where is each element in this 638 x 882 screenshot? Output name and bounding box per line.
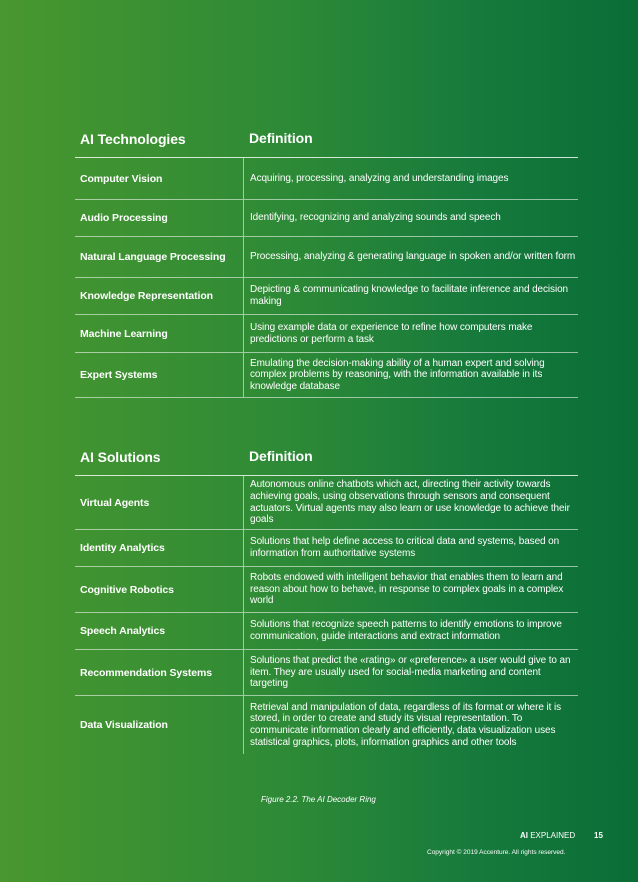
row-definition: Solutions that help define access to critical data and systems, based on information from authoritative systems [243, 530, 578, 566]
table-row [75, 696, 578, 754]
header-technologies: AI Technologies [80, 131, 186, 147]
row-term: Speech Analytics [80, 625, 165, 637]
table-header-row [75, 121, 578, 158]
row-term: Natural Language Processing [80, 251, 226, 263]
row-term: Data Visualization [80, 719, 168, 731]
table-row [75, 613, 578, 650]
header-definition: Definition [249, 130, 313, 147]
row-definition: Acquiring, processing, analyzing and understanding images [243, 158, 578, 199]
table-row [75, 200, 578, 237]
row-term: Knowledge Representation [80, 290, 213, 302]
table-row [75, 476, 578, 530]
header-definition: Definition [249, 448, 313, 465]
row-definition: Retrieval and manipulation of data, regardless of its format or where it is stored, in order to create and study its visual representation. To communicate information clearly and efficiently, data visualization uses statistical graphics, plots, information graphics and other tools [243, 696, 578, 754]
row-term: Identity Analytics [80, 542, 165, 554]
row-definition: Using example data or experience to refine how computers make predictions or perform a task [243, 315, 578, 352]
header-solutions: AI Solutions [80, 449, 161, 465]
copyright-notice: Copyright © 2019 Accenture. All rights reserved. [427, 849, 566, 856]
row-definition: Depicting & communicating knowledge to facilitate inference and decision making [243, 278, 578, 314]
footer-brand [520, 831, 575, 840]
table-row [75, 567, 578, 613]
row-definition: Autonomous online chatbots which act, directing their activity towards achieving goals, using observations through sensors and consequent actuators. Virtual agents may also learn or use knowledge to achieve their goals [243, 476, 578, 529]
ai-solutions-table [75, 439, 578, 754]
table-row [75, 237, 578, 278]
row-term: Audio Processing [80, 212, 168, 224]
figure-caption: Figure 2.2. The AI Decoder Ring [261, 795, 376, 804]
row-term: Machine Learning [80, 327, 168, 340]
table-row [75, 530, 578, 567]
table-row [75, 158, 578, 200]
row-term: Virtual Agents [80, 496, 150, 509]
row-definition: Processing, analyzing & generating language in spoken and/or written form [243, 237, 578, 277]
row-term: Computer Vision [80, 172, 163, 185]
row-definition: Robots endowed with intelligent behavior that enables them to learn and reason about how to behave, in response to complex goals in a complex world [243, 567, 578, 612]
table-header-row [75, 439, 578, 476]
row-definition: Emulating the decision-making ability of a human expert and solving complex problems by reasoning, with the information available in its knowledge database [243, 353, 578, 397]
footer-brand-rest: EXPLAINED [528, 831, 576, 840]
row-term: Expert Systems [80, 369, 158, 381]
row-term: Cognitive Robotics [80, 583, 174, 596]
page-number: 15 [594, 831, 603, 840]
table-row [75, 353, 578, 398]
row-definition: Solutions that predict the «rating» or «preference» a user would give to an item. They are usually used for social-media marketing and content targeting [243, 650, 578, 695]
row-definition: Identifying, recognizing and analyzing sounds and speech [243, 200, 578, 236]
footer-brand-bold: AI [520, 831, 528, 840]
row-term: Recommendation Systems [80, 666, 213, 679]
table-row [75, 278, 578, 315]
row-definition: Solutions that recognize speech patterns to identify emotions to improve communication, guide interactions and extract information [243, 613, 578, 649]
table-row [75, 315, 578, 353]
table-row [75, 650, 578, 696]
ai-technologies-table [75, 121, 578, 398]
